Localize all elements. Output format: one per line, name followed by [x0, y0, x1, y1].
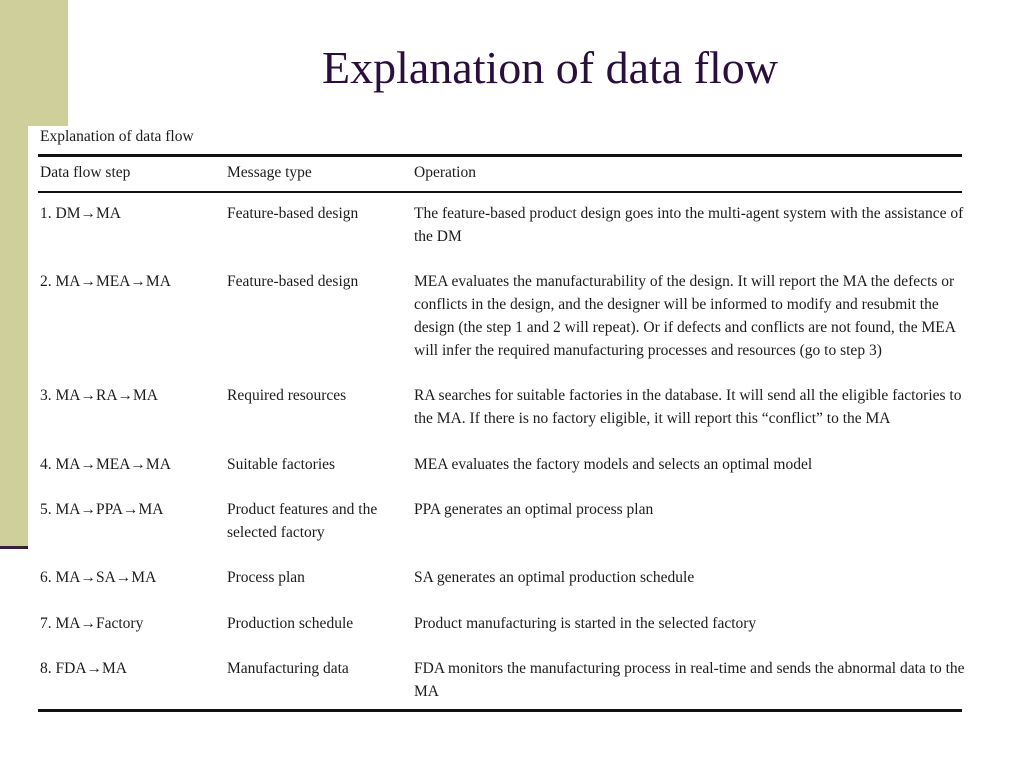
step-cell: 5. MA→PPA→MA: [40, 501, 164, 518]
message-cell: Process plan: [227, 569, 305, 586]
slide-title: Explanation of data flow: [321, 42, 779, 93]
operation-cell: MEA evaluates the factory models and selects an optimal model: [414, 456, 813, 473]
step-cell: 8. FDA→MA: [40, 660, 127, 677]
table-image: [28, 126, 1004, 746]
operation-cell: RA searches for suitable factories in the database. It will send all the eligible factories to the MA. If there is no factory eligible, it will report this “conflict” to the MA: [414, 387, 962, 427]
step-cell: 1. DM→MA: [40, 205, 121, 222]
message-cell: Feature-based design: [227, 205, 359, 222]
message-cell: Production schedule: [227, 615, 354, 632]
table-bottom-rule: [38, 709, 962, 712]
operation-cell: MEA evaluates the manufacturability of the design. It will report the MA the defects or conflicts in the design, and the designer will be informed to modify and resubmit the design (the step 1 and 2 will repeat). Or if defects and conflicts are not found, the MEA will infer the required manufacturing processes and resources (go to step 3): [414, 273, 956, 359]
table-header-rule: [38, 191, 962, 193]
table-caption: Explanation of data flow: [40, 128, 194, 145]
message-cell: Product features and the selected factory: [227, 501, 378, 541]
step-cell: 6. MA→SA→MA: [40, 569, 157, 586]
step-cell: 3. MA→RA→MA: [40, 387, 158, 404]
operation-cell: FDA monitors the manufacturing process in real-time and sends the abnormal data to the MA: [414, 660, 965, 700]
operation-cell: The feature-based product design goes into the multi-agent system with the assistance of the DM: [414, 205, 964, 245]
column-header-step: Data flow step: [40, 164, 131, 181]
operation-cell: Product manufacturing is started in the selected factory: [414, 615, 757, 632]
column-header-operation: Operation: [414, 164, 476, 181]
message-cell: Manufacturing data: [227, 660, 349, 677]
step-cell: 2. MA→MEA→MA: [40, 273, 171, 290]
message-cell: Feature-based design: [227, 273, 359, 290]
message-cell: Required resources: [227, 387, 347, 404]
table-top-rule: [38, 154, 962, 157]
operation-cell: SA generates an optimal production schedule: [414, 569, 695, 586]
message-cell: Suitable factories: [227, 456, 336, 473]
footer-watermark: [598, 738, 998, 750]
operation-cell: PPA generates an optimal process plan: [414, 501, 654, 518]
step-cell: 7. MA→Factory: [40, 615, 144, 632]
column-header-message: Message type: [227, 164, 312, 181]
step-cell: 4. MA→MEA→MA: [40, 456, 171, 473]
